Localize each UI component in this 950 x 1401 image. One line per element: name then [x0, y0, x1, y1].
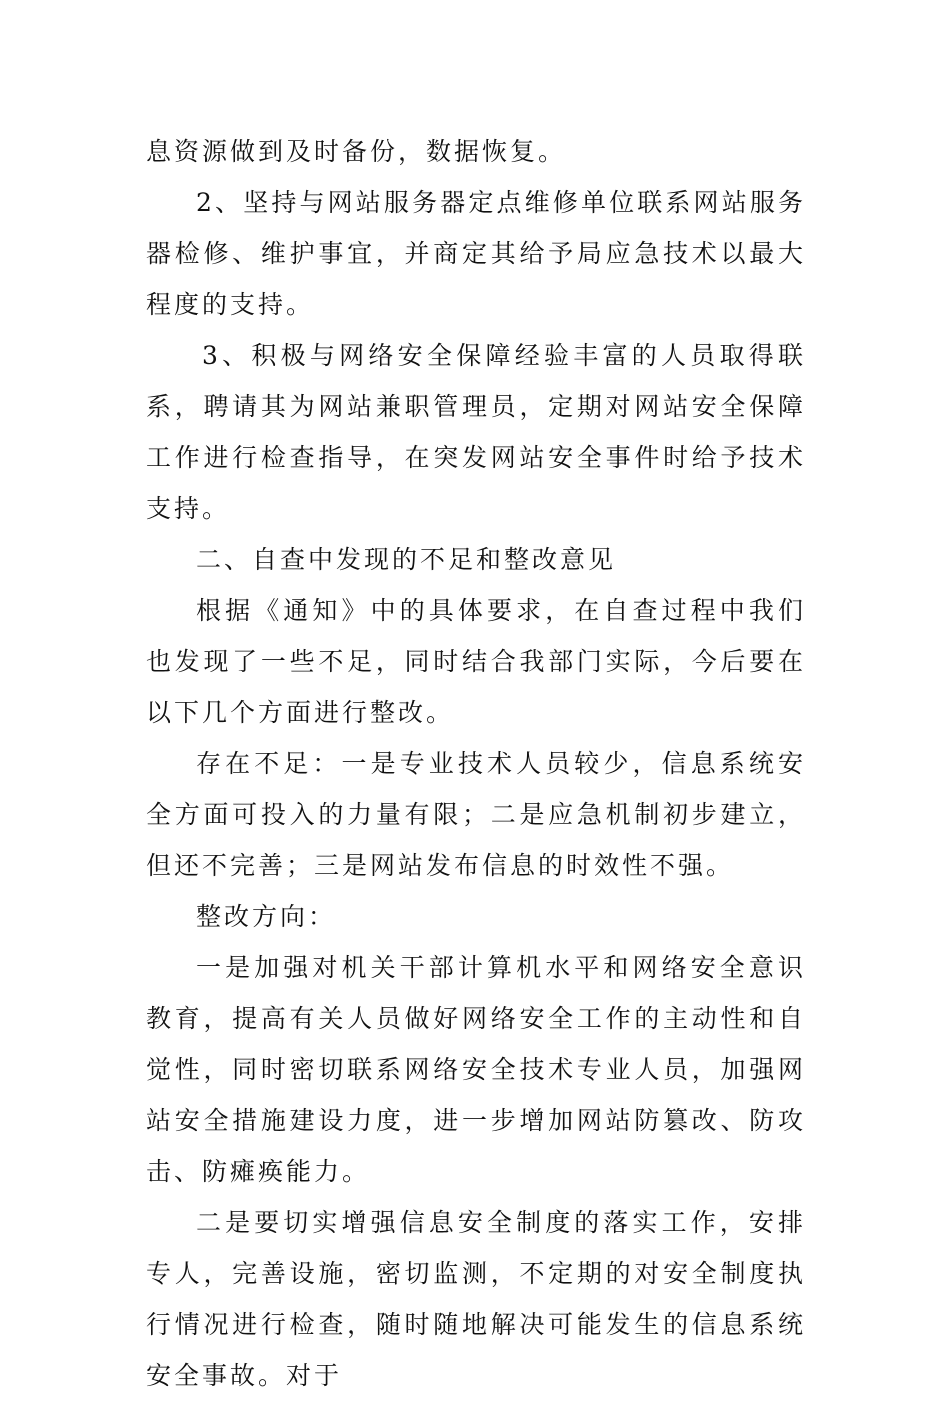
paragraph-item-2: 2、坚持与网站服务器定点维修单位联系网站服务器检修、维护事宜，并商定其给予局应急技术以最大程度的支持。: [146, 188, 806, 319]
paragraph-item-3: 3、积极与网络安全保障经验丰富的人员取得联系，聘请其为网站兼职管理员，定期对网站安全保障工作进行检查指导，在突发网站安全事件时给予技术支持。: [146, 341, 806, 523]
paragraph-direction-1: 一是加强对机关干部计算机水平和网络安全意识教育，提高有关人员做好网络安全工作的主动性和自觉性，同时密切联系网络安全技术专业人员，加强网站安全措施建设力度，进一步增加网站防篡改、防攻击、防瘫痪能力。: [146, 953, 806, 1186]
paragraph-direction-label: 整改方向：: [196, 902, 337, 931]
paragraph-notice: 根据《通知》中的具体要求，在自查过程中我们也发现了一些不足，同时结合我部门实际，今后要在以下几个方面进行整改。: [146, 596, 806, 727]
paragraph-continuation: 息资源做到及时备份，数据恢复。: [146, 137, 567, 166]
section-heading: 二、自查中发现的不足和整改意见: [196, 545, 617, 574]
document-body: [146, 126, 806, 1401]
paragraph-shortcomings: 存在不足：一是专业技术人员较少，信息系统安全方面可投入的力量有限；二是应急机制初步建立，但还不完善；三是网站发布信息的时效性不强。: [146, 749, 806, 880]
paragraph-direction-2: 二是要切实增强信息安全制度的落实工作，安排专人，完善设施，密切监测，不定期的对安全制度执行情况进行检查，随时随地解决可能发生的信息系统安全事故。对于: [146, 1208, 806, 1390]
